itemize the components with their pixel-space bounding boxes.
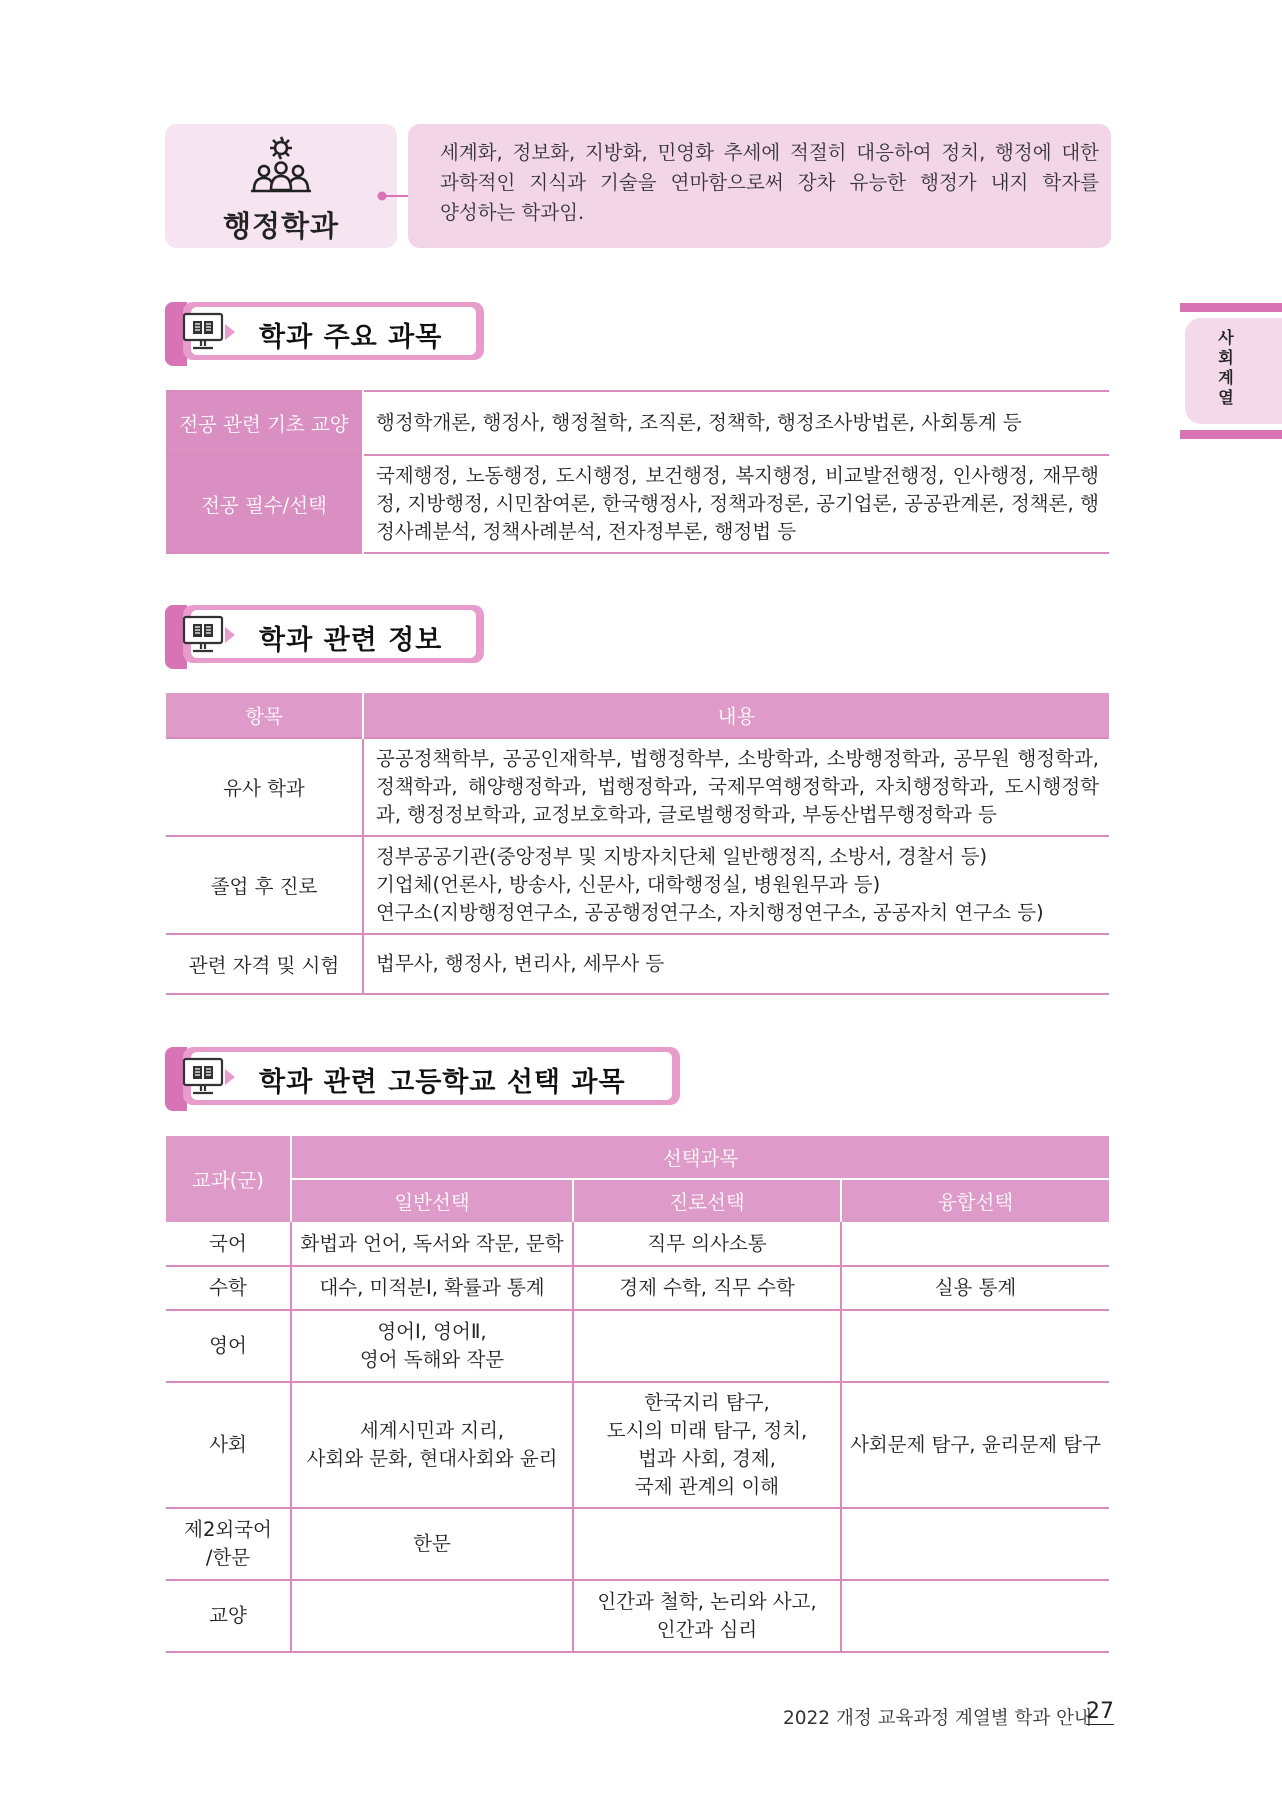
general-cell: 세계시민과 지리, 사회와 문화, 현대사회와 윤리 xyxy=(291,1382,573,1508)
row-label: 유사 학과 xyxy=(166,738,363,836)
section-header-main-courses xyxy=(165,302,484,366)
convergence-cell xyxy=(841,1310,1109,1382)
department-card xyxy=(165,124,397,248)
header-elective: 선택과목 xyxy=(291,1136,1109,1179)
monitor-book-icon xyxy=(181,311,225,353)
table-row xyxy=(166,1580,1109,1652)
related-info-table xyxy=(166,693,1109,995)
subject-cell: 교양 xyxy=(166,1580,291,1652)
page-number: 27 xyxy=(1086,1699,1114,1724)
table-row xyxy=(166,1382,1109,1508)
table-row xyxy=(166,738,1109,836)
chevron-right-icon xyxy=(223,1067,237,1087)
convergence-cell: 사회문제 탐구, 윤리문제 탐구 xyxy=(841,1382,1109,1508)
header-item: 항목 xyxy=(166,693,363,738)
section-title: 학과 관련 정보 xyxy=(259,625,443,656)
subject-cell: 수학 xyxy=(166,1266,291,1310)
career-cell xyxy=(573,1508,841,1580)
header-content: 내용 xyxy=(363,693,1109,738)
table-row xyxy=(166,1266,1109,1310)
header-convergence: 융합선택 xyxy=(841,1179,1109,1222)
career-cell: 경제 수학, 직무 수학 xyxy=(573,1266,841,1310)
section-title: 학과 관련 고등학교 선택 과목 xyxy=(259,1067,626,1098)
table-row xyxy=(166,836,1109,934)
subject-cell: 사회 xyxy=(166,1382,291,1508)
chevron-right-icon xyxy=(223,625,237,645)
subject-cell: 제2외국어 /한문 xyxy=(166,1508,291,1580)
convergence-cell xyxy=(841,1580,1109,1652)
people-gear-icon xyxy=(246,134,316,202)
monitor-book-icon xyxy=(181,1056,225,1098)
header-career: 진로선택 xyxy=(573,1179,841,1222)
general-cell: 대수, 미적분Ⅰ, 확률과 통계 xyxy=(291,1266,573,1310)
subject-cell: 영어 xyxy=(166,1310,291,1382)
side-category-label: 사 회 계 열 xyxy=(1218,328,1234,407)
row-value: 공공정책학부, 공공인재학부, 법행정학부, 소방학과, 소방행정학과, 공무원 행정학과, 정책학과, 해양행정학과, 법행정학과, 국제무역행정학과, 자치행정학과, 도시행정학과, 행정정보학과, 교정보호학과, 글로벌행정학과, 부동산법무행정학과 등 xyxy=(376,747,1099,826)
career-line: 정부공공기관(중앙정부 및 지방자치단체 일반행정직, 소방서, 경찰서 등) xyxy=(376,845,988,868)
table-row xyxy=(166,1310,1109,1382)
table-row xyxy=(166,391,1109,455)
chevron-right-icon xyxy=(223,322,237,342)
department-description: 세계화, 정보화, 지방화, 민영화 추세에 적절히 대응하여 정치, 행정에 대한 과학적인 지식과 기술을 연마함으로써 장차 유능한 행정가 내지 학자를 양성하는 학과임. xyxy=(440,141,1099,224)
header-row xyxy=(166,1136,1109,1179)
convergence-cell xyxy=(841,1508,1109,1580)
header-general: 일반선택 xyxy=(291,1179,573,1222)
subject-cell: 국어 xyxy=(166,1222,291,1266)
section-title: 학과 주요 과목 xyxy=(259,322,443,353)
side-tab-top-bar xyxy=(1180,303,1282,312)
table-row xyxy=(166,455,1109,553)
career-cell: 인간과 철학, 논리와 사고, 인간과 심리 xyxy=(573,1580,841,1652)
section-header-highschool xyxy=(165,1047,680,1111)
career-cell xyxy=(573,1310,841,1382)
department-name: 행정학과 xyxy=(222,209,340,243)
row-label: 졸업 후 진로 xyxy=(166,836,363,934)
header-row xyxy=(166,1179,1109,1222)
department-description-box xyxy=(408,124,1111,248)
row-value: 법무사, 행정사, 변리사, 세무사 등 xyxy=(376,952,665,975)
section-header-related-info xyxy=(165,605,484,669)
highschool-electives-table xyxy=(166,1136,1109,1653)
main-courses-table xyxy=(166,390,1109,554)
monitor-book-icon xyxy=(181,614,225,656)
convergence-cell xyxy=(841,1222,1109,1266)
table-row xyxy=(166,1222,1109,1266)
career-cell: 직무 의사소통 xyxy=(573,1222,841,1266)
general-cell xyxy=(291,1580,573,1652)
career-line: 기업체(언론사, 방송사, 신문사, 대학행정실, 병원원무과 등) xyxy=(376,873,881,896)
career-line: 연구소(지방행정연구소, 공공행정연구소, 자치행정연구소, 공공자치 연구소 등) xyxy=(376,901,1044,924)
table-row xyxy=(166,1508,1109,1580)
row-label: 관련 자격 및 시험 xyxy=(166,934,363,994)
general-cell: 영어Ⅰ, 영어Ⅱ, 영어 독해와 작문 xyxy=(291,1310,573,1382)
general-cell: 한문 xyxy=(291,1508,573,1580)
header-subject-group: 교과(군) xyxy=(166,1136,291,1222)
row-value: 국제행정, 노동행정, 도시행정, 보건행정, 복지행정, 비교발전행정, 인사행정, 재무행정, 지방행정, 시민참여론, 한국행정사, 정책과정론, 공기업론, 공공관계론, 정책론, 행정사례분석, 정책사례분석, 전자정부론, 행정법 등 xyxy=(376,464,1099,543)
row-value xyxy=(363,836,1109,934)
footer-text: 2022 개정 교육과정 계열별 학과 안내 xyxy=(783,1708,1092,1729)
header-row xyxy=(166,693,1109,738)
general-cell: 화법과 언어, 독서와 작문, 문학 xyxy=(291,1222,573,1266)
career-cell: 한국지리 탐구, 도시의 미래 탐구, 정치, 법과 사회, 경제, 국제 관계의 이해 xyxy=(573,1382,841,1508)
row-label: 전공 관련 기초 교양 xyxy=(166,391,363,455)
row-label: 전공 필수/선택 xyxy=(166,455,363,553)
row-value: 행정학개론, 행정사, 행정철학, 조직론, 정책학, 행정조사방법론, 사회통계 등 xyxy=(376,411,1022,434)
convergence-cell: 실용 통계 xyxy=(841,1266,1109,1310)
table-row xyxy=(166,934,1109,994)
side-tab-bottom-bar xyxy=(1180,430,1282,439)
